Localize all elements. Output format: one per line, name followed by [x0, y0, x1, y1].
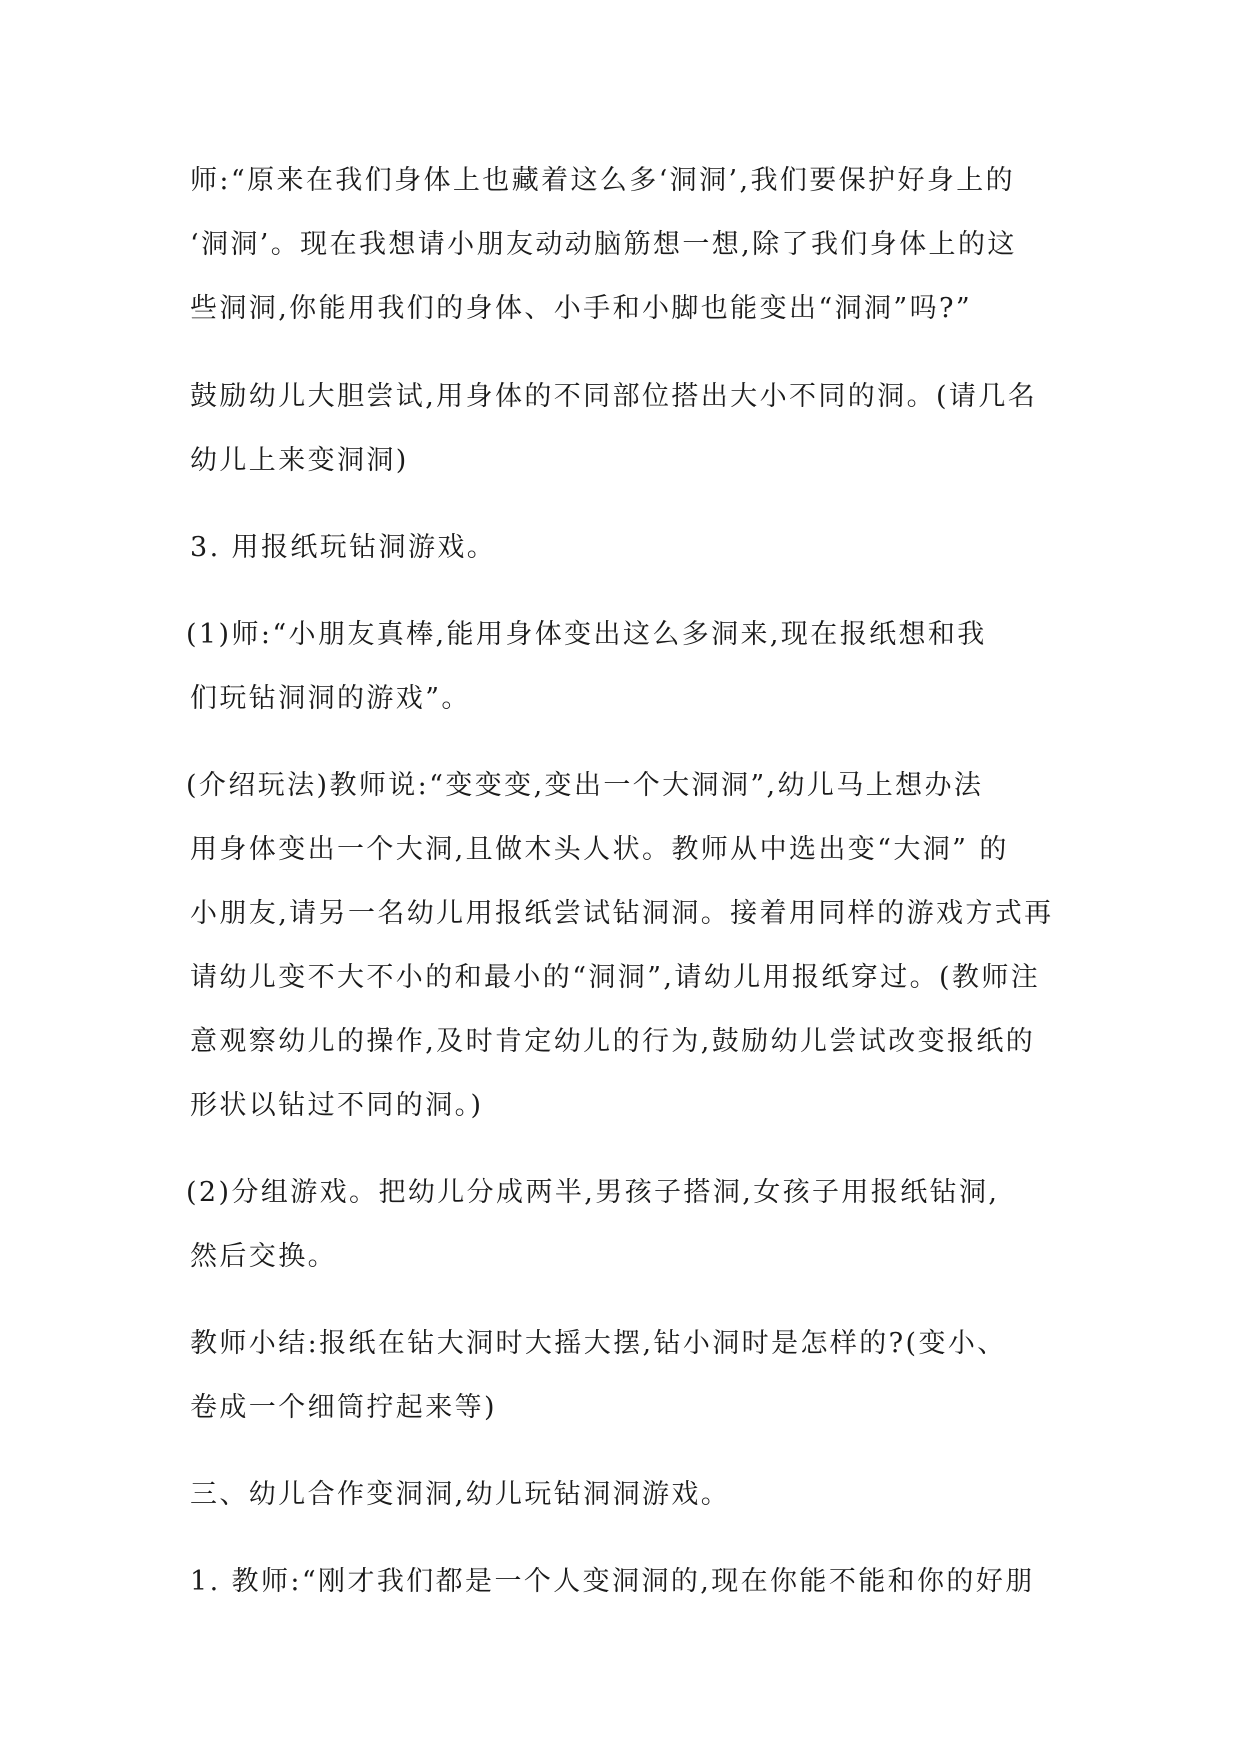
- text-line: 用身体变出一个大洞,且做木头人状。教师从中选出变“大洞” 的: [190, 834, 1009, 865]
- text-line: ‘洞洞’。现在我想请小朋友动动脑筋想一想,除了我们身体上的这: [190, 229, 1017, 260]
- text-line: 教师小结:报纸在钻大洞时大摇大摆,钻小洞时是怎样的?(变小、: [190, 1328, 1007, 1359]
- text-line: 形状以钻过不同的洞。): [190, 1090, 484, 1121]
- text-line: 师:“原来在我们身体上也藏着这么多‘洞洞’,我们要保护好身上的: [190, 165, 1016, 196]
- text-line: 小朋友,请另一名幼儿用报纸尝试钻洞洞。接着用同样的游戏方式再: [190, 898, 1054, 929]
- text-line: 1. 教师:“刚才我们都是一个人变洞洞的,现在你能不能和你的好朋: [190, 1566, 1035, 1597]
- text-line: 意观察幼儿的操作,及时肯定幼儿的行为,鼓励幼儿尝试改变报纸的: [190, 1026, 1036, 1057]
- text-line: (介绍玩法)教师说:“变变变,变出一个大洞洞”,幼儿马上想办法: [186, 770, 984, 801]
- text-line: 然后交换。: [190, 1241, 337, 1272]
- text-line: (1)师:“小朋友真棒,能用身体变出这么多洞来,现在报纸想和我: [186, 619, 987, 650]
- text-line: 们玩钻洞洞的游戏”。: [190, 683, 471, 714]
- section-heading: 3. 用报纸玩钻洞游戏。: [190, 532, 497, 563]
- section-heading: 三、幼儿合作变洞洞,幼儿玩钻洞洞游戏。: [190, 1479, 731, 1510]
- text-line: 卷成一个细筒拧起来等): [190, 1392, 497, 1423]
- text-line: 幼儿上来变洞洞): [190, 445, 409, 476]
- text-line: (2)分组游戏。把幼儿分成两半,男孩子搭洞,女孩子用报纸钻洞,: [186, 1177, 1000, 1208]
- text-line: 请幼儿变不大不小的和最小的“洞洞”,请幼儿用报纸穿过。(教师注: [190, 962, 1041, 993]
- text-line: 些洞洞,你能用我们的身体、小手和小脚也能变出“洞洞”吗?”: [190, 293, 973, 324]
- text-line: 鼓励幼儿大胆尝试,用身体的不同部位搭出大小不同的洞。(请几名: [190, 381, 1038, 412]
